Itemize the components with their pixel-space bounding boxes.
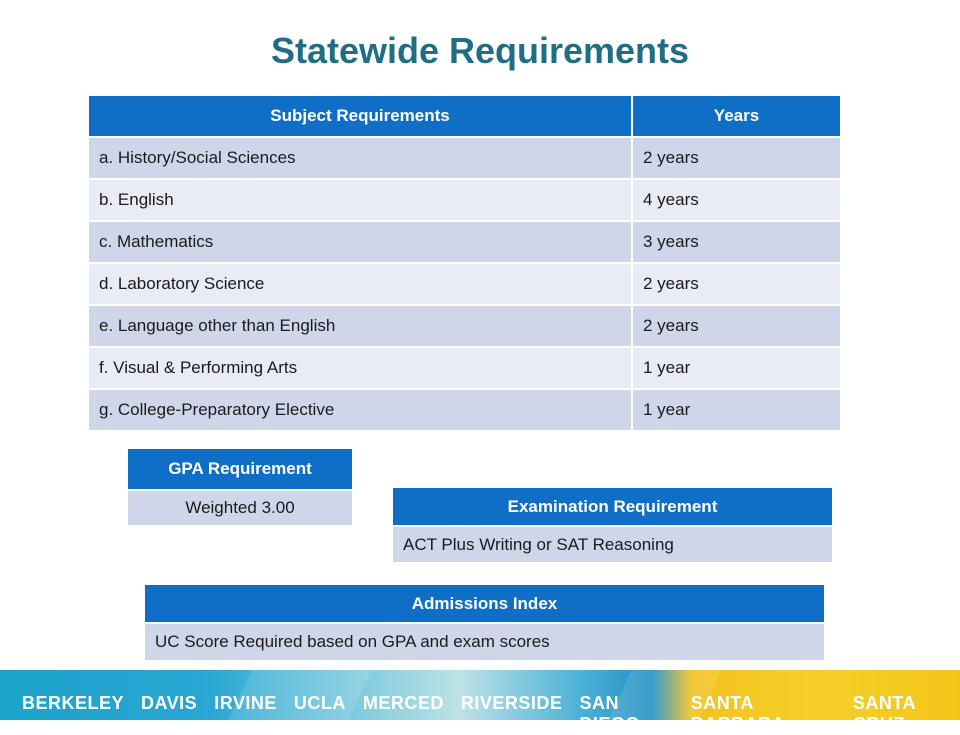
campus-list <box>22 693 960 735</box>
years-cell: 4 years <box>632 179 840 221</box>
exam-header: Examination Requirement <box>393 488 832 526</box>
campus-merced: MERCED <box>362 693 444 713</box>
table-row <box>89 221 840 263</box>
subject-cell: b. English <box>89 179 632 221</box>
campus-ucla: UCLA <box>293 693 346 713</box>
table-header-row <box>89 96 840 137</box>
subject-requirements-table <box>89 96 840 430</box>
table-row <box>89 263 840 305</box>
admissions-index-table <box>145 585 824 660</box>
column-header-years: Years <box>632 96 840 137</box>
years-cell: 3 years <box>632 221 840 263</box>
table-row <box>89 389 840 430</box>
table-row <box>89 137 840 179</box>
admissions-index-header: Admissions Index <box>145 585 824 623</box>
page-title: Statewide Requirements <box>270 30 690 71</box>
subject-cell: g. College-Preparatory Elective <box>89 389 632 430</box>
column-header-subject: Subject Requirements <box>89 96 632 137</box>
subject-cell: e. Language other than English <box>89 305 632 347</box>
subject-cell: d. Laboratory Science <box>89 263 632 305</box>
years-cell: 2 years <box>632 263 840 305</box>
years-cell: 2 years <box>632 137 840 179</box>
years-cell: 1 year <box>632 347 840 389</box>
admissions-index-value: UC Score Required based on GPA and exam scores <box>145 623 824 660</box>
campus-davis: DAVIS <box>141 693 198 713</box>
subject-cell: c. Mathematics <box>89 221 632 263</box>
campus-berkeley: BERKELEY <box>22 693 125 713</box>
campus-irvine: IRVINE <box>214 693 277 713</box>
gpa-value: Weighted 3.00 <box>128 490 352 525</box>
subject-cell: a. History/Social Sciences <box>89 137 632 179</box>
gpa-header: GPA Requirement <box>128 449 352 490</box>
campus-santa-barbara: SANTA BARBARA <box>690 693 786 734</box>
table-row <box>89 305 840 347</box>
subject-cell: f. Visual & Performing Arts <box>89 347 632 389</box>
examination-requirement-table <box>393 488 832 562</box>
table-row <box>89 347 840 389</box>
years-cell: 1 year <box>632 389 840 430</box>
campus-riverside: RIVERSIDE <box>460 693 563 713</box>
gpa-requirement-table <box>128 449 352 525</box>
years-cell: 2 years <box>632 305 840 347</box>
table-row <box>89 179 840 221</box>
exam-value: ACT Plus Writing or SAT Reasoning <box>393 526 832 562</box>
campus-san-diego: SAN DIEGO <box>579 693 640 734</box>
campus-santa-cruz: SANTA CRUZ <box>852 693 916 734</box>
